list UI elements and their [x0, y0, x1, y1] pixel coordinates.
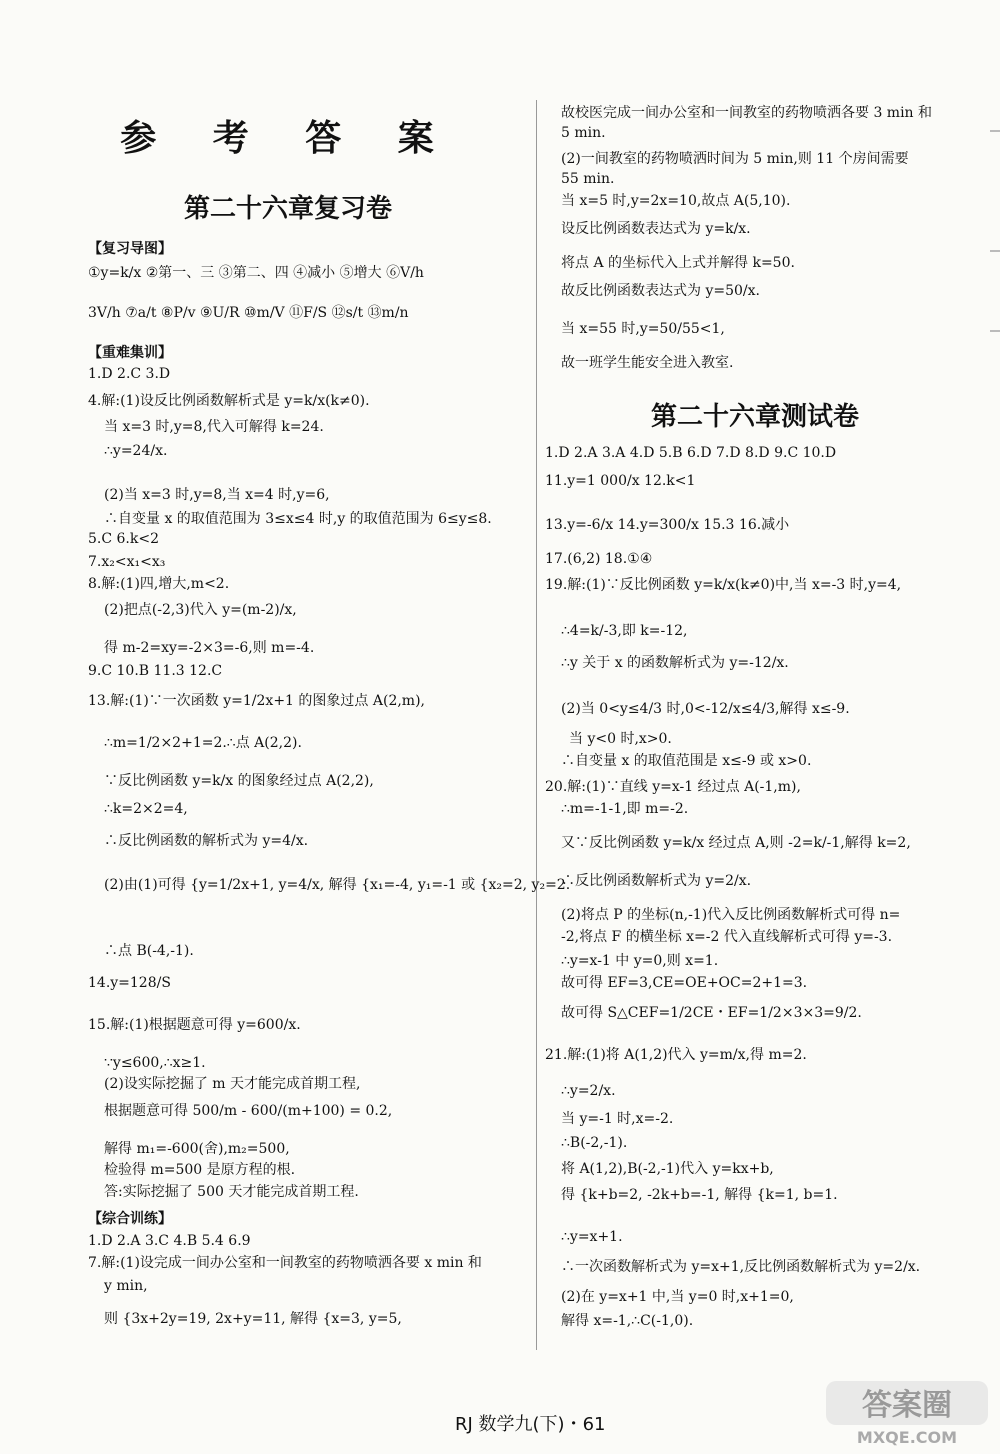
right-answer-line: (2)在 y=x+1 中,当 y=0 时,x+1=0, — [561, 1289, 794, 1305]
right-answer-line: 将点 A 的坐标代入上式并解得 k=50. — [561, 255, 795, 271]
left-answer-line: ∴m=1/2×2+1=2.∴点 A(2,2). — [104, 735, 302, 751]
right-answer-line: ∴y=x+1. — [561, 1229, 623, 1245]
left-answer-line: 15.解:(1)根据题意可得 y=600/x. — [88, 1017, 301, 1033]
right-answer-line: ∴4=k/-3,即 k=-12, — [561, 623, 688, 639]
left-answer-line: 答:实际挖掘了 500 天才能完成首期工程. — [104, 1184, 359, 1200]
right-answer-line: 当 y=-1 时,x=-2. — [561, 1111, 674, 1127]
edge-mark — [990, 130, 1000, 132]
left-answer-line: 解得 m₁=-600(舍),m₂=500, — [104, 1141, 290, 1157]
right-answer-line: 将 A(1,2),B(-2,-1)代入 y=kx+b, — [561, 1161, 774, 1177]
right-answer-line: 20.解:(1)∵直线 y=x-1 经过点 A(-1,m), — [545, 779, 801, 795]
left-answer-line: (2)当 x=3 时,y=8,当 x=4 时,y=6, — [104, 487, 330, 503]
left-answer-line: 14.y=128/S — [88, 975, 171, 991]
left-answer-line: 8.解:(1)四,增大,m<2. — [88, 576, 230, 592]
left-answer-line: 1.D 2.A 3.C 4.B 5.4 6.9 — [88, 1233, 251, 1249]
left-answer-line: ∵y≤600,∴x≥1. — [104, 1055, 206, 1071]
left-answer-line: 4.解:(1)设反比例函数解析式是 y=k/x(k≠0). — [88, 393, 370, 409]
edge-mark — [990, 250, 1000, 252]
left-answer-line: 7.解:(1)设完成一间办公室和一间教室的药物喷洒各要 x min 和 — [88, 1255, 482, 1271]
right-answer-line: 故可得 EF=3,CE=OE+OC=2+1=3. — [561, 975, 808, 991]
test-heading: 第二十六章测试卷 — [650, 402, 859, 432]
left-answer-line: 【综合训练】 — [88, 1211, 172, 1227]
right-answer-line: 11.y=1 000/x 12.k<1 — [545, 473, 696, 489]
right-answer-line: (2)当 0<y≤4/3 时,0<-12/x≤4/3,解得 x≤-9. — [561, 701, 850, 717]
left-answer-line: 根据题意可得 500/m - 600/(m+100) = 0.2, — [104, 1103, 393, 1119]
right-answer-line: ∴一次函数解析式为 y=x+1,反比例函数解析式为 y=2/x. — [561, 1259, 921, 1275]
left-answer-line: ①y=k/x ②第一、三 ③第二、四 ④减小 ⑤增大 ⑥V/h — [88, 265, 424, 281]
right-answer-line: 13.y=-6/x 14.y=300/x 15.3 16.减小 — [545, 517, 790, 533]
right-answer-line: ∴y 关于 x 的函数解析式为 y=-12/x. — [561, 655, 789, 671]
left-answer-line: 则 {3x+2y=19, 2x+y=11, 解得 {x=3, y=5, — [104, 1311, 402, 1327]
right-answer-line: ∴反比例函数解析式为 y=2/x. — [561, 873, 752, 889]
left-answer-line: ∵反比例函数 y=k/x 的图象经过点 A(2,2), — [104, 773, 374, 789]
watermark-text: 答案圈 — [862, 1388, 952, 1423]
page-title: 参 考 答 案 — [120, 117, 456, 159]
right-answer-line: ∴y=x-1 中 y=0,则 x=1. — [561, 953, 719, 969]
right-answer-line: ∴自变量 x 的取值范围是 x≤-9 或 x>0. — [561, 753, 812, 769]
left-answer-line: 当 x=3 时,y=8,代入可解得 k=24. — [104, 419, 324, 435]
left-answer-line: ∴自变量 x 的取值范围为 3≤x≤4 时,y 的取值范围为 6≤y≤8. — [104, 511, 492, 527]
right-answer-line: (2)一间教室的药物喷洒时间为 5 min,则 11 个房间需要 — [561, 151, 909, 167]
left-answer-line: ∴点 B(-4,-1). — [104, 943, 194, 959]
right-answer-line: -2,将点 F 的横坐标 x=-2 代入直线解析式可得 y=-3. — [561, 929, 893, 945]
right-answer-line: ∴y=2/x. — [561, 1083, 616, 1099]
right-answer-line: ∴m=-1-1,即 m=-2. — [561, 801, 689, 817]
right-answer-line: 55 min. — [561, 171, 615, 187]
right-answer-line: 故一班学生能安全进入教室. — [561, 355, 734, 371]
right-answer-line: 21.解:(1)将 A(1,2)代入 y=m/x,得 m=2. — [545, 1047, 807, 1063]
left-answer-line: ∴y=24/x. — [104, 443, 168, 459]
watermark-logo — [822, 1375, 992, 1447]
left-answer-line: y min, — [104, 1278, 148, 1294]
left-answer-line: 13.解:(1)∵一次函数 y=1/2x+1 的图象过点 A(2,m), — [88, 693, 425, 709]
left-answer-line: 9.C 10.B 11.3 12.C — [88, 663, 223, 679]
right-answer-line: 5 min. — [561, 125, 606, 141]
left-answer-line: 3V/h ⑦a/t ⑧P/v ⑨U/R ⑩m/V ⑪F/S ⑫s/t ⑬m/n — [88, 305, 409, 321]
review-heading: 第二十六章复习卷 — [183, 194, 392, 224]
right-answer-line: 当 x=55 时,y=50/55<1, — [561, 321, 725, 337]
edge-mark — [990, 330, 1000, 332]
column-divider — [536, 100, 537, 1350]
right-answer-line: 故可得 S△CEF=1/2CE・EF=1/2×3×3=9/2. — [561, 1005, 862, 1021]
left-answer-line: (2)由(1)可得 {y=1/2x+1, y=4/x, 解得 {x₁=-4, y₁=-1 或 {x₂=2, y₂=2. — [104, 877, 571, 893]
right-answer-line: ∴B(-2,-1). — [561, 1135, 628, 1151]
right-answer-line: 19.解:(1)∵反比例函数 y=k/x(k≠0)中,当 x=-3 时,y=4, — [545, 577, 902, 593]
left-answer-line: 检验得 m=500 是原方程的根. — [104, 1162, 296, 1178]
left-answer-line: 得 m-2=xy=-2×3=-6,则 m=-4. — [104, 640, 315, 656]
right-answer-line: 设反比例函数表达式为 y=k/x. — [561, 221, 751, 237]
right-answer-line: 得 {k+b=2, -2k+b=-1, 解得 {k=1, b=1. — [561, 1187, 838, 1203]
left-answer-line: 【重难集训】 — [88, 345, 172, 361]
left-answer-line: (2)把点(-2,3)代入 y=(m-2)/x, — [104, 602, 297, 618]
right-answer-line: 1.D 2.A 3.A 4.D 5.B 6.D 7.D 8.D 9.C 10.D — [545, 445, 837, 461]
right-answer-line: 当 x=5 时,y=2x=10,故点 A(5,10). — [561, 193, 791, 209]
left-answer-line: 7.x₂<x₁<x₃ — [88, 554, 166, 570]
left-answer-line: ∴k=2×2=4, — [104, 801, 188, 817]
right-answer-line: (2)将点 P 的坐标(n,-1)代入反比例函数解析式可得 n= — [561, 907, 901, 923]
right-answer-line: 故校医完成一间办公室和一间教室的药物喷洒各要 3 min 和 — [561, 105, 933, 121]
right-answer-line: 当 y<0 时,x>0. — [569, 731, 672, 747]
left-answer-line: 5.C 6.k<2 — [88, 531, 159, 547]
right-answer-line: 又∵反比例函数 y=k/x 经过点 A,则 -2=k/-1,解得 k=2, — [561, 835, 911, 851]
left-answer-line: (2)设实际挖掘了 m 天才能完成首期工程, — [104, 1076, 361, 1092]
right-answer-line: 解得 x=-1,∴C(-1,0). — [561, 1313, 694, 1329]
watermark-url: MXQE.COM — [856, 1428, 958, 1447]
right-answer-line: 故反比例函数表达式为 y=50/x. — [561, 283, 760, 299]
page-footer: RJ 数学九(下)・61 — [455, 1414, 606, 1435]
left-answer-line: ∴反比例函数的解析式为 y=4/x. — [104, 833, 309, 849]
right-answer-line: 17.(6,2) 18.①④ — [545, 551, 653, 567]
left-answer-line: 1.D 2.C 3.D — [88, 366, 171, 382]
left-answer-line: 【复习导图】 — [88, 241, 172, 257]
